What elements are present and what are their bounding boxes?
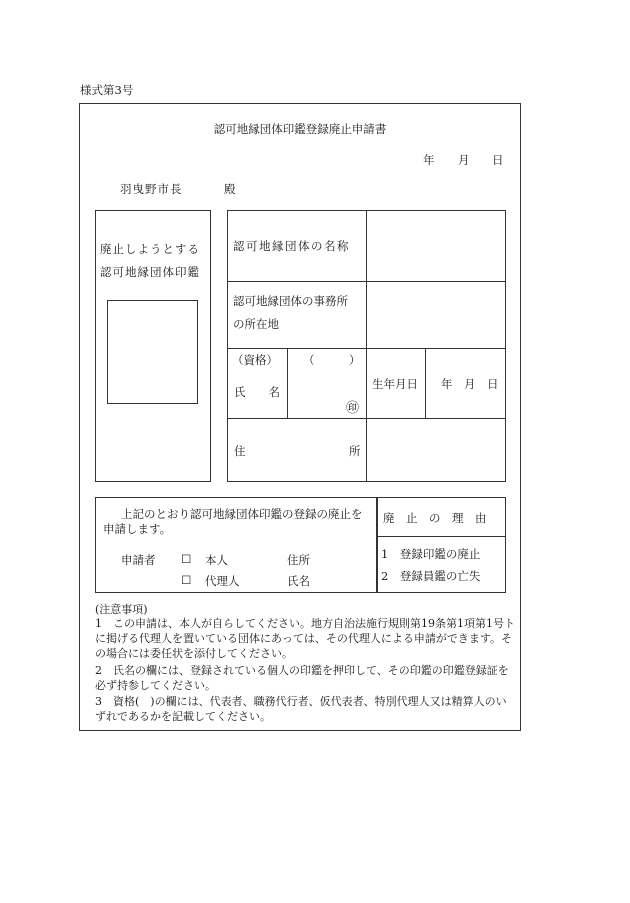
addressee-name: 羽曳野市長 [120,182,183,196]
seal-box-label-1: 廃止しようとする [100,242,200,256]
name-label: 氏 名 [234,385,280,399]
statement-line-1: 上記のとおり認可地縁団体印鑑の登録の廃止を [121,507,363,521]
birthdate-label: 生年月日 [372,377,418,391]
seal-box-label-2: 認可地縁団体印鑑 [100,265,200,279]
notes-heading: (注意事項) [95,603,148,616]
org-name-label: 認可地縁団体の名称 [233,239,350,253]
checkbox-agent[interactable]: ☐ [181,573,192,587]
self-label: 本人 [205,553,228,567]
qualification-label: （資格） [232,353,278,367]
representative-address-input[interactable] [367,419,505,481]
form-title: 認可地縁団体印鑑登録廃止申請書 [213,122,387,136]
office-label-1: 認可地縁団体の事務所 [233,294,348,308]
seal-stamp-area[interactable] [107,300,198,404]
birthdate-value[interactable]: 年 月 日 [441,377,499,391]
address-label-left: 住 [234,444,246,458]
qualification-paren[interactable]: （ ） [303,353,361,367]
note-1: 1 この申請は、本人が自らしてください。地方自治法施行規則第19条第1項第1号トに掲げる代理人を置いている団体にあっては、その代理人による申請ができます。その場合には委任状を添付してください。 [95,617,515,660]
applicant-label: 申請者 [121,553,156,567]
statement-line-2: 申請します。 [103,522,172,536]
agent-label: 代理人 [205,574,240,588]
office-label-2: の所在地 [233,317,279,331]
addressee-honorific: 殿 [224,182,236,196]
address-label-right: 所 [349,444,361,458]
applicant-address-label: 住所 [287,553,310,567]
date-year: 年 [423,153,435,167]
date-day: 日 [492,153,504,167]
reason-item-2[interactable]: 2 登録員鑑の亡失 [381,569,481,583]
checkbox-self[interactable]: ☐ [181,552,192,566]
reason-header: 廃 止 の 理 由 [383,511,487,525]
org-name-input[interactable] [367,211,505,281]
reason-item-1[interactable]: 1 登録印鑑の廃止 [381,547,481,561]
office-address-input[interactable] [367,282,505,348]
date-month: 月 [458,153,470,167]
note-2: 2 氏名の欄には、登録されている個人の印鑑を押印して、その印鑑の印鑑登録証を必ず持参してください。 [95,664,509,692]
seal-mark-icon: ㊞ [346,401,360,416]
applicant-name-label: 氏名 [287,574,310,588]
form-number: 様式第3号 [80,83,134,97]
note-3: 3 資格( )の欄には、代表者、職務代行者、仮代表者、特別代理人又は精算人のいずれであるかを記載してください。 [95,695,507,723]
